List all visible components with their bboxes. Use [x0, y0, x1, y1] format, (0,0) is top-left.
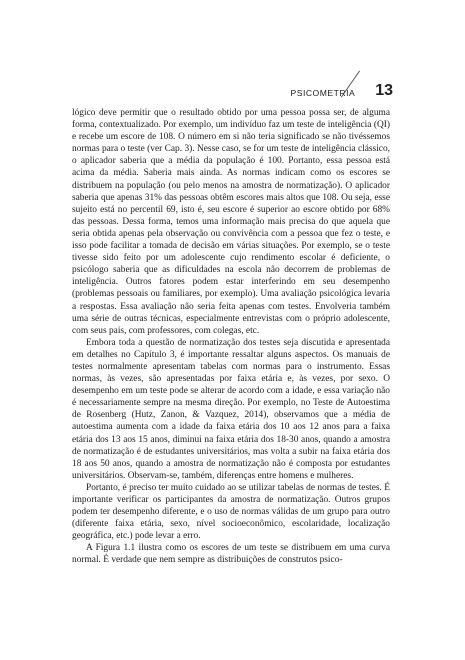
paragraph: A Figura 1.1 ilustra como os escores de um teste se distribuem em uma curva normal. É verdade que nem sempre as distribuições de construtos psico-	[72, 543, 390, 566]
running-head	[290, 72, 393, 102]
section-title: PSICOMETRIA	[290, 88, 356, 98]
page-number: 13	[375, 82, 393, 99]
paragraph: Portanto, é preciso ter muito cuidado ao se utilizar tabelas de normas de testes. É importante verificar os participantes da amostra de normatização. Outros grupos podem ter desempenho diferente, e o uso de normas válidas de um grupo para outro (diferente faixa etária, sexo, nível socioeconômico, escolaridade, localização geográfica, etc.) pode levar a erro.	[72, 482, 390, 542]
body-text	[72, 107, 390, 567]
paragraph: lógico deve permitir que o resultado obtido por uma pessoa possa ser, de alguma forma, contextualizado. Por exemplo, um indivíduo faz um teste de inteligência (QI) e recebe um escore de 108. O número em si não teria significado se não tivéssemos normas para o teste (ver Cap. 3). Nesse caso, se for um teste de inteligência clássico, o aplicador saberia que a média da população é 100. Portanto, essa pessoa está acima da média. Saberia mais ainda. As normas indicam como os escores se distribuem na população (ou pelo menos na amostra de normatização). O aplicador saberia que apenas 31% das pessoas obtêm escores mais altos que 108. Ou seja, esse sujeito está no percentil 69, isto é, seu escore é superior ao escore obtido por 68% das pessoas. Dessa forma, temos uma informação mais precisa do que aquela que seria obtida apenas pela observação ou convivência com a pessoa que fez o teste, e isso pode facilitar a tomada de decisão em várias situações. Por exemplo, se o teste tivesse sido feito por um adolescente cujo rendimento escolar é deficiente, o psicólogo saberia que as dificuldades na escola não decorrem de problemas de inteligência. Outros fatores podem estar interferindo em seu desempenho (problemas pessoais ou familiares, por exemplo). Uma avaliação psicológica levaria a respostas. Essa avaliação não seria feita apenas com testes. Envolveria também uma série de outras técnicas, especialmente entrevistas com o próprio adolescente, com seus pais, com professores, com colegas, etc.	[72, 108, 390, 336]
paragraph: Embora toda a questão de normatização dos testes seja discutida e apresentada em detalhes no Capítulo 3, é importante ressaltar alguns aspectos. Os manuais de testes normalmente apresentam tabelas com normas para o instrumento. Essas normas, às vezes, são apresentadas por faixa etária e, às vezes, por sexo. O desempenho em um teste pode se alterar de acordo com a idade, e essa variação não é necessariamente sempre na mesma direção. Por exemplo, no Teste de Autoestima de Rosenberg (Hutz, Zanon, & Vazquez, 2014), observamos que a média de autoestima aumenta com a idade da faixa etária dos 10 aos 12 anos para a faixa etária dos 13 aos 15 anos, diminui na faixa etária dos 18-30 anos, quando a amostra de normatização é de estudantes universitários, mas volta a subir na faixa etária dos 18 aos 50 anos, quando a amostra de normatização não é composta por estudantes universitários. Observam-se, também, diferenças entre homens e mulheres.	[72, 337, 390, 481]
